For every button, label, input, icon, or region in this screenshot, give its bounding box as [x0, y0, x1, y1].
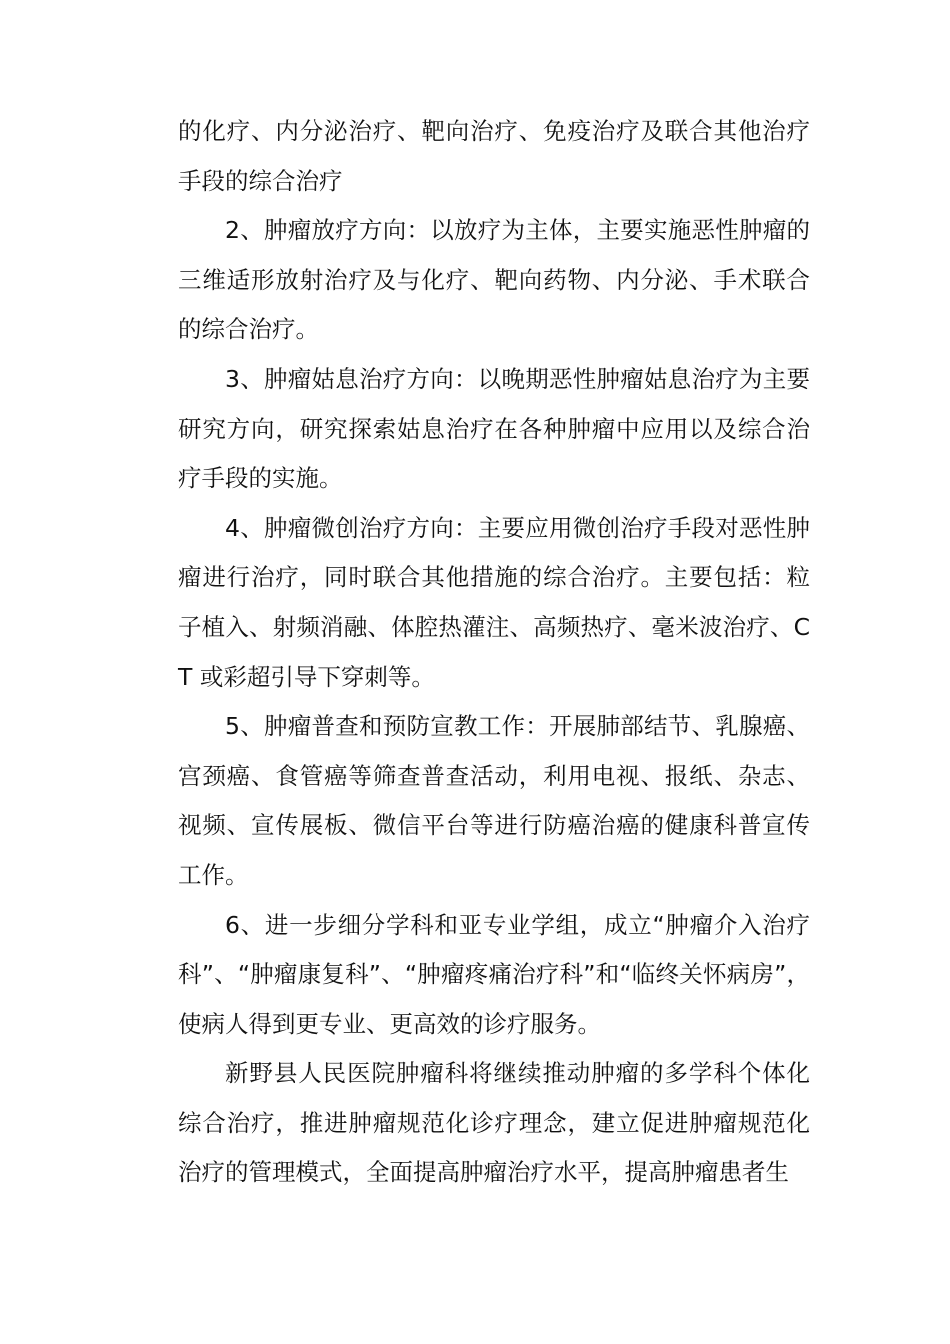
- document-body: [178, 107, 810, 1198]
- paragraph-screening-prevention: 5、肿瘤普查和预防宣教工作：开展肺部结节、乳腺癌、宫颈癌、食管癌等筛查普查活动，利用电视、报纸、杂志、视频、宣传展板、微信平台等进行防癌治癌的健康科普宣传工作。: [178, 712, 810, 889]
- paragraph-radiotherapy: 2、肿瘤放疗方向：以放疗为主体，主要实施恶性肿瘤的三维适形放射治疗及与化疗、靶向药物、内分泌、手术联合的综合治疗。: [178, 216, 810, 344]
- paragraph-summary: 新野县人民医院肿瘤科将继续推动肿瘤的多学科个体化综合治疗，推进肿瘤规范化诊疗理念，建立促进肿瘤规范化治疗的管理模式，全面提高肿瘤治疗水平，提高肿瘤患者生: [178, 1059, 810, 1187]
- paragraph-minimally-invasive: 4、肿瘤微创治疗方向：主要应用微创治疗手段对恶性肿瘤进行治疗，同时联合其他措施的综合治疗。主要包括：粒子植入、射频消融、体腔热灌注、高频热疗、毫米波治疗、CT 或彩超引导下穿刺等。: [178, 513, 810, 691]
- paragraph-subspecialties: 6、进一步细分学科和亚专业学组，成立“肿瘤介入治疗科”、“肿瘤康复科”、“肿瘤疼痛治疗科”和“临终关怀病房”，使病人得到更专业、更高效的诊疗服务。: [178, 910, 810, 1038]
- paragraph-palliative-care: 3、肿瘤姑息治疗方向：以晚期恶性肿瘤姑息治疗为主要研究方向，研究探索姑息治疗在各种肿瘤中应用以及综合治疗手段的实施。: [178, 364, 810, 493]
- paragraph-continuation: 的化疗、内分泌治疗、靶向治疗、免疫治疗及联合其他治疗手段的综合治疗: [178, 117, 810, 195]
